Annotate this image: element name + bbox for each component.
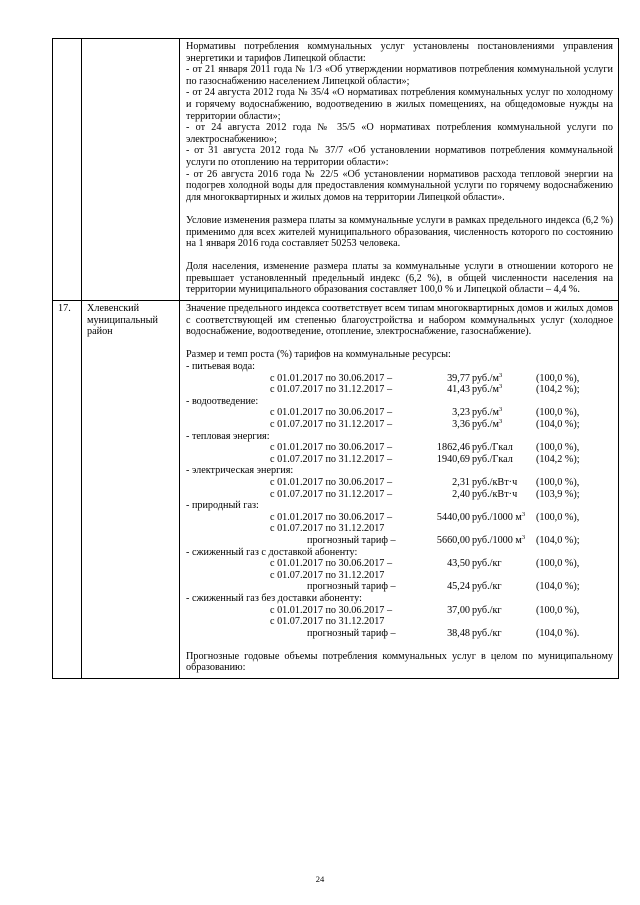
tariff-line [186, 419, 613, 431]
district-cell [82, 301, 180, 679]
tariff-unit: $руб./м^3$ [472, 418, 503, 430]
content-cell [180, 301, 619, 679]
tariff-value: 45,24 [447, 581, 470, 593]
tariff-line [186, 512, 613, 524]
tariff-unit: $руб./м^3$ [472, 383, 503, 396]
tariff-growth: (100,0 %), [536, 476, 580, 488]
normative-item: - от 24 августа 2012 года № 35/4 «О нормативах потребления коммунальных услуг по холодному и горячему водоснабжению, водоотведению в жилых помещениях, на общедомовые нужды на территории области»; [186, 87, 613, 122]
tariff-growth: (104,0 %); [536, 419, 580, 430]
tariff-value: 38,48 [447, 627, 470, 639]
tariff-unit: руб./1000 $м^3$ [472, 510, 526, 523]
tariff-value: 2,40 [452, 488, 470, 500]
forecast-label: прогнозный тариф – [307, 534, 396, 546]
forecast-paragraph: Прогнозные годовые объемы потребления коммунальных услуг в целом по муниципальному образованию: [186, 650, 613, 674]
tariff-period: с 01.01.2017 по 30.06.2017 – [270, 511, 393, 523]
tariff-line [186, 581, 613, 593]
tariff-line [186, 489, 613, 501]
tariff-unit: руб./Гкал [472, 442, 513, 454]
district-name-line: район [87, 326, 113, 338]
population-share-paragraph: Доля населения, изменение размера платы за коммунальные услуги в отношении которого не превышает установленный предельный индекс (6,2 %), в общей численности населения на территории муниципального образования составляет 100,0 % и Липецкой области – 4,4 %. [186, 261, 613, 296]
forecast-label: прогнозный тариф – [307, 581, 396, 593]
tariff-value: 3,36 [452, 419, 470, 430]
resource-name: - природный газ: [186, 500, 259, 512]
tariff-period: с 01.07.2017 по 31.12.2017 [270, 523, 385, 535]
tariff-growth: (104,2 %); [536, 384, 580, 396]
district-cell [82, 39, 180, 301]
tariff-period: с 01.07.2017 по 31.12.2017 – [270, 419, 393, 430]
tariff-value: 43,50 [447, 558, 470, 570]
tariff-line [186, 477, 613, 489]
district-name-line: Хлевенский [87, 303, 140, 315]
tariff-growth: (103,9 %); [536, 488, 580, 500]
tariff-value: 3,23 [452, 407, 470, 419]
resource-name: - сжиженный газ без доставки абоненту: [186, 592, 362, 604]
tariff-unit: руб./кг [472, 627, 502, 639]
normative-item: - от 31 августа 2012 года № 37/7 «Об установлении нормативов потребления коммунальной услуги по отоплению на территории области»: [186, 145, 613, 168]
tariff-period: с 01.07.2017 по 31.12.2017 – [270, 384, 393, 396]
normative-item: - от 21 января 2011 года № 1/3 «Об утверждении нормативов потребления коммунальной услуги по газоснабжению населением Липецкой области»; [186, 64, 613, 87]
tariff-value: 1940,69 [436, 453, 470, 465]
tariff-list [186, 361, 613, 639]
tariff-growth: (100,0 %), [536, 442, 580, 454]
table-row-17 [53, 301, 619, 679]
tariff-growth: (100,0 %), [536, 407, 580, 419]
tariff-value: 5660,00 [436, 534, 470, 546]
tariff-growth: (104,0 %); [536, 534, 580, 546]
tariff-growth: (100,0 %), [536, 511, 580, 523]
tariff-period: с 01.01.2017 по 30.06.2017 – [270, 476, 393, 488]
normative-item: - от 24 августа 2012 года № 35/5 «О нормативах потребления коммунальной услуги по электроснабжению»; [186, 122, 613, 145]
tariff-line [186, 616, 613, 628]
tariff-table [52, 38, 619, 679]
tariff-value: 39,77 [447, 372, 470, 384]
resource-name: - водоотведение: [186, 395, 259, 407]
tariff-period: с 01.07.2017 по 31.12.2017 [270, 569, 385, 581]
tariff-period: с 01.01.2017 по 30.06.2017 – [270, 442, 393, 454]
tariff-line [186, 373, 613, 385]
tariff-line [186, 523, 613, 535]
normatives-intro: Нормативы потребления коммунальных услуг установлены постановлениями управления энергетики и тарифов Липецкой области: [186, 41, 613, 64]
tariffs-heading: Размер и темп роста (%) тарифов на коммунальные ресурсы: [186, 349, 451, 361]
tariff-unit: $руб./м^3$ [472, 406, 503, 419]
tariff-unit: руб./кг [472, 558, 502, 570]
tariff-unit: руб./кг [472, 581, 502, 593]
tariff-period: с 01.01.2017 по 30.06.2017 – [270, 604, 393, 616]
tariff-unit: руб./кВт·ч [472, 476, 518, 488]
tariff-period: с 01.07.2017 по 31.12.2017 – [270, 453, 393, 465]
district-name [82, 301, 179, 338]
resource-name: - электрическая энергия: [186, 465, 294, 477]
table-row-previous [53, 39, 619, 301]
tariff-unit: руб./1000 $м^3$ [472, 533, 526, 546]
tariff-line [186, 407, 613, 419]
resource-name: - сжиженный газ с доставкой абоненту: [186, 546, 358, 558]
normative-item: - от 26 августа 2016 года № 22/5 «Об установлении нормативов расхода тепловой энергии на подогрев холодной воды для предоставления коммунальной услуги по горячему водоснабжению для многоквартирных и жилых домов на территории Липецкой области». [186, 168, 613, 203]
tariff-unit: руб./Гкал [472, 453, 513, 465]
tariff-period: с 01.01.2017 по 30.06.2017 – [270, 558, 393, 570]
row-number-cell [53, 39, 82, 301]
index-intro-paragraph: Значение предельного индекса соответствует всем типам многоквартирных домов и жилых домов с соответствующей им степенью благоустройства и набором коммунальных услуг (холодное водоснабжение, водоотведение, отопление, электроснабжение, газоснабжение). [186, 303, 613, 338]
tariff-period: с 01.01.2017 по 30.06.2017 – [270, 372, 393, 384]
tariff-line [186, 454, 613, 466]
tariff-line [186, 570, 613, 582]
page-number: 24 [315, 874, 325, 884]
tariff-growth: (100,0 %), [536, 604, 580, 616]
tariff-line [186, 535, 613, 547]
tariff-growth: (104,2 %); [536, 453, 580, 465]
tariff-unit: $руб./м^3$ [472, 371, 503, 384]
tariff-growth: (104,0 %). [536, 627, 580, 639]
forecast-label: прогнозный тариф – [307, 627, 396, 639]
tariff-growth: (104,0 %); [536, 581, 580, 593]
tariff-period: с 01.01.2017 по 30.06.2017 – [270, 407, 393, 419]
tariff-unit: руб./кВт·ч [472, 488, 518, 500]
tariff-value: 1862,46 [436, 442, 470, 454]
row-number: 17. [58, 303, 71, 315]
tariff-line [186, 605, 613, 617]
normatives-paragraph [186, 41, 613, 203]
tariff-period: с 01.07.2017 по 31.12.2017 [270, 616, 385, 628]
content-cell [180, 39, 619, 301]
tariff-value: 2,31 [452, 476, 470, 488]
tariff-growth: (100,0 %), [536, 372, 580, 384]
tariff-line [186, 384, 613, 396]
condition-paragraph: Условие изменения размера платы за коммунальные услуги в рамках предельного индекса (6,2 %) применимо для всех жителей муниципального образования, численность которого по состоянию на 1 января 2016 года составляет 50253 человека. [186, 214, 613, 250]
resource-name: - тепловая энергия: [186, 430, 270, 442]
tariff-value: 41,43 [447, 384, 470, 396]
district-name-line: муниципальный [87, 314, 158, 326]
tariff-value: 5440,00 [436, 511, 470, 523]
resource-name: - питьевая вода: [186, 361, 255, 373]
tariff-line [186, 442, 613, 454]
tariff-growth: (100,0 %), [536, 558, 580, 570]
tariff-period: с 01.07.2017 по 31.12.2017 – [270, 488, 393, 500]
row-number-cell [53, 301, 82, 679]
tariff-unit: руб./кг [472, 604, 502, 616]
tariff-line [186, 558, 613, 570]
tariff-value: 37,00 [447, 604, 470, 616]
tariff-line [186, 628, 613, 640]
